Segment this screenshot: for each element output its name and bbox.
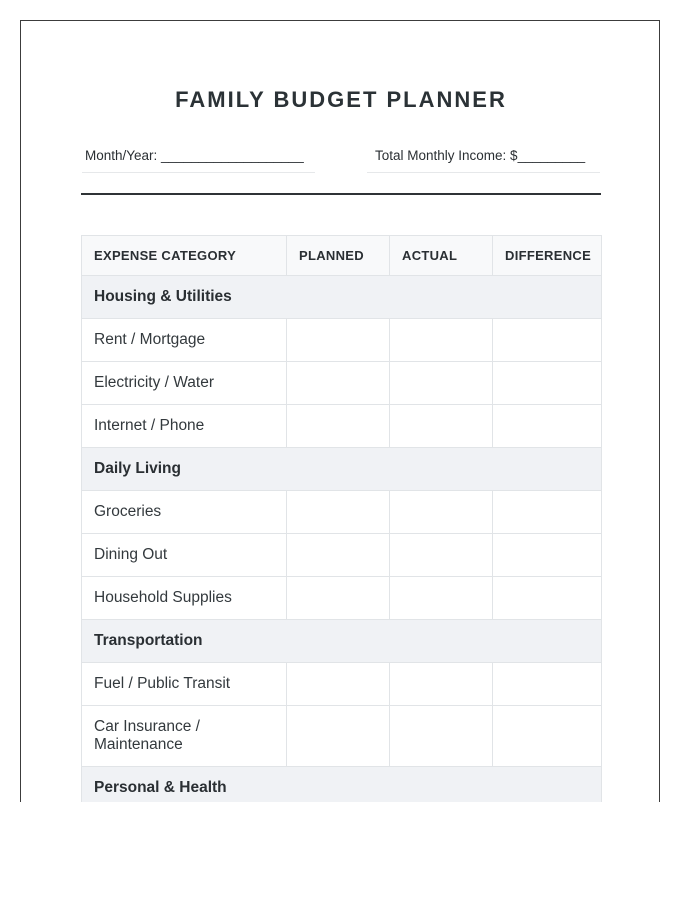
actual-cell[interactable] <box>390 577 493 620</box>
difference-cell[interactable] <box>493 534 602 577</box>
actual-cell[interactable] <box>390 534 493 577</box>
month-year-field[interactable]: Month/Year: ___________________ <box>82 147 315 173</box>
budget-table <box>81 235 602 802</box>
actual-cell[interactable] <box>390 405 493 448</box>
section-label: Daily Living <box>82 448 602 491</box>
header-expense-category: EXPENSE CATEGORY <box>82 236 287 276</box>
document-title: FAMILY BUDGET PLANNER <box>175 87 507 112</box>
header-planned: PLANNED <box>287 236 390 276</box>
section-label: Personal & Health <box>82 767 602 803</box>
section-row-daily-living <box>82 448 602 491</box>
table-row <box>82 534 602 577</box>
difference-cell[interactable] <box>493 663 602 706</box>
expense-label: Groceries <box>82 491 287 534</box>
table-row <box>82 706 602 767</box>
header-actual: ACTUAL <box>390 236 493 276</box>
section-row-personal-health <box>82 767 602 803</box>
budget-document-page <box>20 20 660 802</box>
table-row <box>82 663 602 706</box>
actual-cell[interactable] <box>390 362 493 405</box>
section-label: Housing & Utilities <box>82 276 602 319</box>
difference-cell[interactable] <box>493 491 602 534</box>
difference-cell[interactable] <box>493 319 602 362</box>
planned-cell[interactable] <box>287 706 390 767</box>
planned-cell[interactable] <box>287 663 390 706</box>
actual-cell[interactable] <box>390 663 493 706</box>
actual-cell[interactable] <box>390 491 493 534</box>
difference-cell[interactable] <box>493 577 602 620</box>
planned-cell[interactable] <box>287 534 390 577</box>
table-row <box>82 491 602 534</box>
table-row <box>82 405 602 448</box>
header-difference: DIFFERENCE <box>493 236 602 276</box>
planned-cell[interactable] <box>287 319 390 362</box>
header-divider <box>81 193 601 195</box>
expense-label: Electricity / Water <box>82 362 287 405</box>
planned-cell[interactable] <box>287 362 390 405</box>
planned-cell[interactable] <box>287 405 390 448</box>
section-row-transportation <box>82 620 602 663</box>
expense-label: Rent / Mortgage <box>82 319 287 362</box>
total-monthly-income-field[interactable]: Total Monthly Income: $_________ <box>367 147 600 173</box>
expense-label: Internet / Phone <box>82 405 287 448</box>
section-row-housing-utilities <box>82 276 602 319</box>
table-row <box>82 577 602 620</box>
actual-cell[interactable] <box>390 319 493 362</box>
difference-cell[interactable] <box>493 362 602 405</box>
difference-cell[interactable] <box>493 405 602 448</box>
section-label: Transportation <box>82 620 602 663</box>
expense-label: Dining Out <box>82 534 287 577</box>
expense-label: Car Insurance / Maintenance <box>82 706 287 767</box>
actual-cell[interactable] <box>390 706 493 767</box>
difference-cell[interactable] <box>493 706 602 767</box>
table-row <box>82 319 602 362</box>
table-header-row <box>82 236 602 276</box>
planned-cell[interactable] <box>287 491 390 534</box>
planned-cell[interactable] <box>287 577 390 620</box>
expense-label: Fuel / Public Transit <box>82 663 287 706</box>
table-row <box>82 362 602 405</box>
expense-label: Household Supplies <box>82 577 287 620</box>
